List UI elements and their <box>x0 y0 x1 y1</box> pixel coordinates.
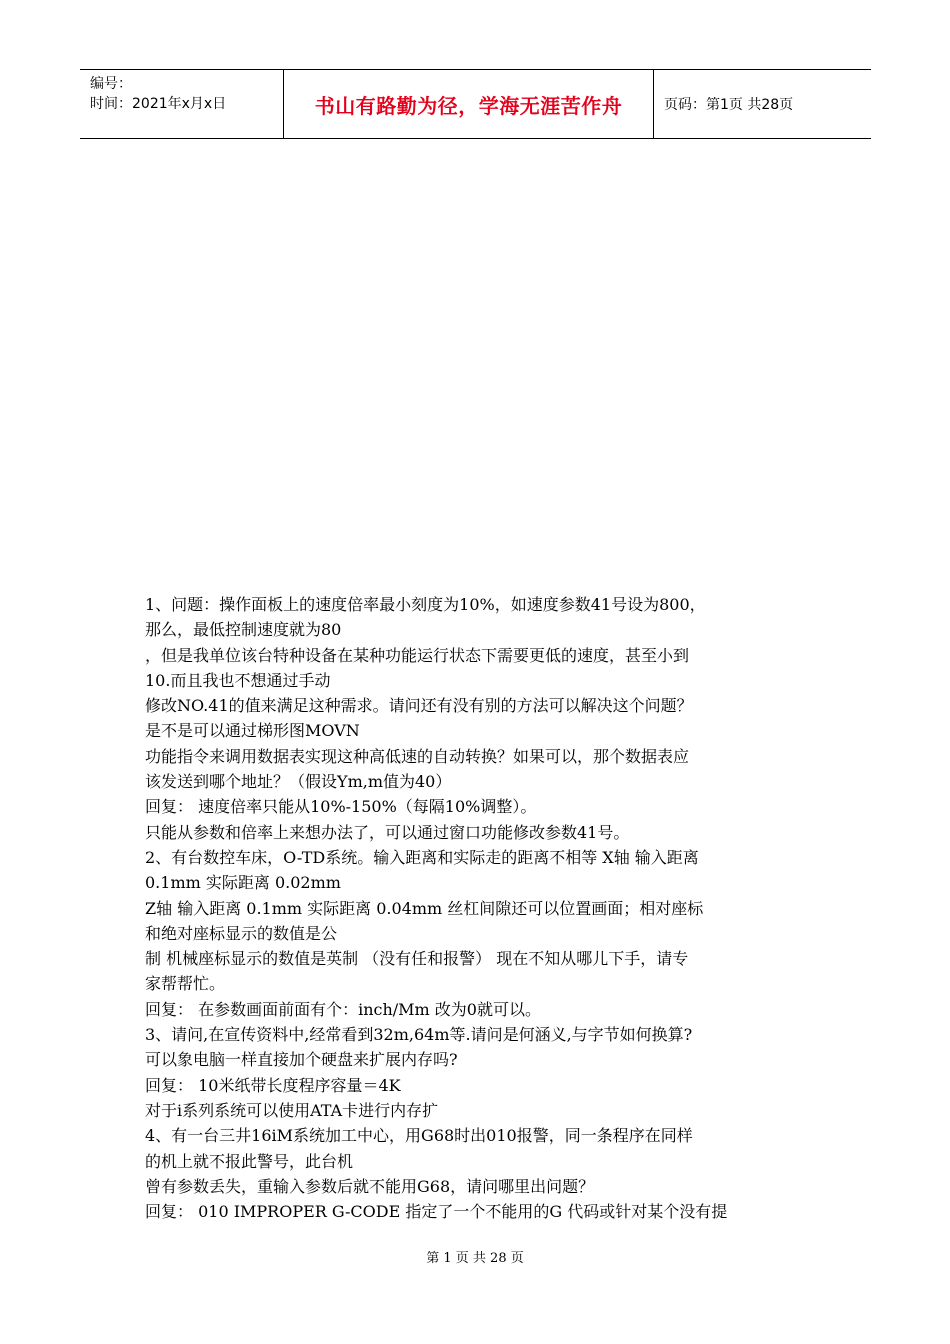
header-page-info-cell <box>654 70 871 138</box>
body-text-line: 的机上就不报此警号，此台机 <box>145 1151 354 1171</box>
document-time-label: 时间：2021年x月x日 <box>90 96 227 112</box>
body-text-line: 是不是可以通过梯形图MOVN <box>145 721 360 741</box>
header-page-info: 页码：第1页 共28页 <box>664 97 794 113</box>
body-text-line: 回复： 速度倍率只能从10%-150%（每隔10%调整）。 <box>145 797 537 817</box>
body-text-line: 对于i系列系统可以使用ATA卡进行内存扩 <box>145 1100 439 1120</box>
body-text-line: 回复： 在参数画面前面有个：inch/Mm 改为0就可以。 <box>145 999 541 1019</box>
body-text-line: 可以象电脑一样直接加个硬盘来扩展内存吗? <box>145 1050 458 1070</box>
body-text-line: ，但是我单位该台特种设备在某种功能运行状态下需要更低的速度，甚至小到 <box>145 645 690 665</box>
body-text-line: 功能指令来调用数据表实现这种高低速的自动转换？如果可以，那个数据表应 <box>145 746 690 766</box>
body-text-line: 制 机械座标显示的数值是英制 （没有任和报警） 现在不知从哪儿下手，请专 <box>145 949 689 969</box>
body-text-line: 只能从参数和倍率上来想办法了，可以通过窗口功能修改参数41号。 <box>145 822 630 842</box>
body-text-line: 该发送到哪个地址？（假设Ym,m值为40） <box>145 772 452 792</box>
body-text-line: 曾有参数丢失，重输入参数后就不能用G68，请问哪里出问题？ <box>145 1176 595 1196</box>
body-text-line: Z轴 输入距离 0.1mm 实际距离 0.04mm 丝杠间隙还可以位置画面；相对座标 <box>145 898 704 918</box>
body-text-line: 4、有一台三井16iM系统加工中心，用G68时出010报警，同一条程序在同样 <box>145 1126 693 1146</box>
header-motto-cell <box>283 70 654 138</box>
body-text-line: 1、问题：操作面板上的速度倍率最小刻度为10%，如速度参数41号设为800， <box>145 595 706 614</box>
document-number-label: 编号： <box>90 76 132 92</box>
body-text-line: 10.而且我也不想通过手动 <box>145 670 331 690</box>
document-header <box>80 69 871 139</box>
body-text-line: 回复： 10米纸带长度程序容量＝4K <box>145 1075 401 1095</box>
body-text-line: 修改NO.41的值来满足这种需求。请问还有没有别的方法可以解决这个问题？ <box>145 696 693 716</box>
body-text-line: 2、有台数控车床，O-TD系统。输入距离和实际走的距离不相等 X轴 输入距离 <box>145 847 699 867</box>
body-text-line: 家帮帮忙。 <box>145 974 226 994</box>
body-text-line: 那么，最低控制速度就为80 <box>145 620 342 640</box>
header-meta <box>80 70 283 138</box>
document-body <box>145 592 815 1224</box>
body-text-line: 和绝对座标显示的数值是公 <box>145 923 338 943</box>
page-footer: 第 1 页 共 28 页 <box>426 1251 524 1266</box>
body-text-line: 3、请问,在宣传资料中,经常看到32m,64m等.请问是何涵义,与字节如何换算? <box>145 1025 693 1045</box>
body-text-line: 0.1mm 实际距离 0.02mm <box>145 873 341 893</box>
header-motto: 书山有路勤为径，学海无涯苦作舟 <box>314 93 623 118</box>
body-text-line: 回复： 010 IMPROPER G-CODE 指定了一个不能用的G 代码或针对某个没有提 <box>145 1202 728 1222</box>
